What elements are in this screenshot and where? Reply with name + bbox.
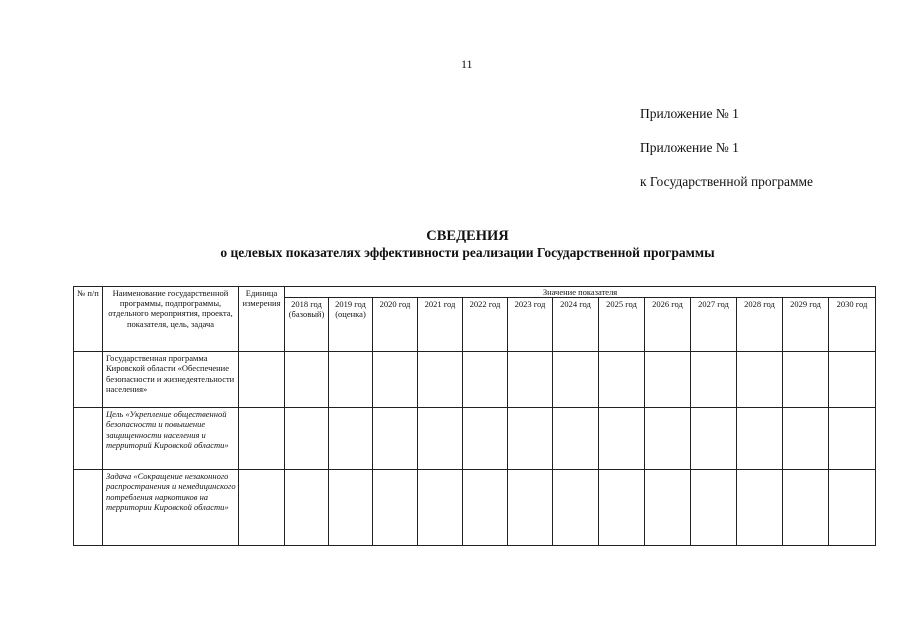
- value-cell: [285, 352, 329, 408]
- value-cell: [285, 408, 329, 470]
- document-subheading: о целевых показателях эффективности реализации Государственной программы: [220, 245, 715, 260]
- header-year: 2019 год (оценка): [329, 298, 373, 352]
- table-row: [74, 470, 876, 546]
- value-cell: [553, 470, 599, 546]
- value-cell: [463, 470, 508, 546]
- header-number: № п/п: [74, 287, 103, 352]
- appendix-line-2: Приложение № 1: [640, 140, 739, 155]
- value-cell: [553, 408, 599, 470]
- value-cell: [737, 352, 783, 408]
- header-name: Наименование государственной программы, подпрограммы, отдельного мероприятия, проекта, показателя, цель, задача: [103, 287, 239, 352]
- value-cell: [373, 408, 418, 470]
- value-cell: [373, 470, 418, 546]
- header-value-group: Значение показателя: [285, 287, 876, 298]
- header-year: 2026 год: [645, 298, 691, 352]
- value-cell: [691, 352, 737, 408]
- value-cell: [783, 470, 829, 546]
- value-cell: [645, 352, 691, 408]
- row-name: Цель «Укрепление общественной безопасности и повышение защищенности населения и территорий Кировской области»: [103, 408, 239, 470]
- table-row: [74, 408, 876, 470]
- appendix-line-3: к Государственной программе: [640, 174, 814, 189]
- value-cell: [829, 352, 876, 408]
- value-cell: [553, 352, 599, 408]
- header-unit: Единица измерения: [239, 287, 285, 352]
- row-name: Государственная программа Кировской области «Обеспечение безопасности и жизнедеятельности населения»: [103, 352, 239, 408]
- header-year: 2023 год: [508, 298, 553, 352]
- header-year: 2029 год: [783, 298, 829, 352]
- row-number: [74, 470, 103, 546]
- value-cell: [829, 470, 876, 546]
- header-year: 2021 год: [418, 298, 463, 352]
- page-number: 11: [461, 57, 473, 71]
- value-cell: [463, 408, 508, 470]
- value-cell: [285, 470, 329, 546]
- row-unit: [239, 470, 285, 546]
- header-year: 2028 год: [737, 298, 783, 352]
- value-cell: [508, 470, 553, 546]
- header-year: 2018 год (базовый): [285, 298, 329, 352]
- value-cell: [463, 352, 508, 408]
- header-year: 2025 год: [599, 298, 645, 352]
- header-year: 2024 год: [553, 298, 599, 352]
- value-cell: [599, 408, 645, 470]
- value-cell: [691, 470, 737, 546]
- value-cell: [418, 408, 463, 470]
- indicators-table: [73, 286, 876, 546]
- value-cell: [508, 408, 553, 470]
- value-cell: [329, 408, 373, 470]
- value-cell: [645, 408, 691, 470]
- row-unit: [239, 408, 285, 470]
- header-year: 2030 год: [829, 298, 876, 352]
- header-year: 2027 год: [691, 298, 737, 352]
- appendix-line-1: Приложение № 1: [640, 106, 739, 121]
- value-cell: [645, 470, 691, 546]
- document-heading: СВЕДЕНИЯ: [426, 228, 509, 244]
- value-cell: [418, 470, 463, 546]
- header-year: 2022 год: [463, 298, 508, 352]
- value-cell: [329, 352, 373, 408]
- value-cell: [508, 352, 553, 408]
- value-cell: [329, 470, 373, 546]
- header-year: 2020 год: [373, 298, 418, 352]
- row-number: [74, 352, 103, 408]
- value-cell: [737, 408, 783, 470]
- table-row: [74, 352, 876, 408]
- value-cell: [418, 352, 463, 408]
- value-cell: [599, 470, 645, 546]
- value-cell: [829, 408, 876, 470]
- value-cell: [783, 352, 829, 408]
- value-cell: [691, 408, 737, 470]
- value-cell: [737, 470, 783, 546]
- value-cell: [373, 352, 418, 408]
- value-cell: [599, 352, 645, 408]
- value-cell: [783, 408, 829, 470]
- row-unit: [239, 352, 285, 408]
- row-name: Задача «Сокращение незаконного распространения и немедицинского потребления наркотиков на территории Кировской области»: [103, 470, 239, 546]
- row-number: [74, 408, 103, 470]
